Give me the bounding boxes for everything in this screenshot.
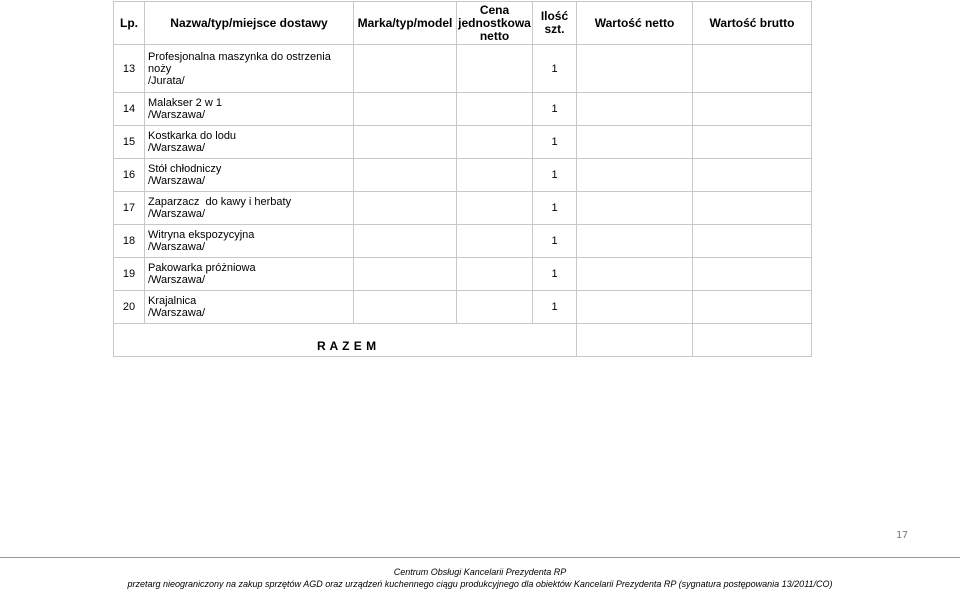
row-value-net (577, 291, 693, 324)
table-row (114, 93, 812, 126)
row-name (145, 192, 354, 225)
row-qty: 1 (533, 258, 577, 291)
row-name (145, 258, 354, 291)
footer-divider (0, 557, 960, 558)
table-row (114, 126, 812, 159)
row-qty: 1 (533, 159, 577, 192)
row-location: /Jurata/ (148, 74, 185, 87)
page-number: 17 (895, 530, 908, 541)
table-row (114, 45, 812, 93)
row-unit-price (457, 126, 533, 159)
row-lp: 15 (114, 126, 145, 159)
row-location: /Warszawa/ (148, 109, 206, 121)
row-value-net (577, 93, 693, 126)
row-value-net (577, 192, 693, 225)
header-value-gross: Wartość brutto (693, 2, 812, 45)
row-location: /Warszawa/ (148, 142, 206, 154)
row-unit-price (457, 225, 533, 258)
row-unit-price (457, 291, 533, 324)
table-row (114, 258, 812, 291)
row-location: /Warszawa/ (148, 208, 206, 220)
table-row (114, 159, 812, 192)
row-lp: 16 (114, 159, 145, 192)
row-value-net (577, 126, 693, 159)
row-qty: 1 (533, 93, 577, 126)
row-value-gross (693, 258, 812, 291)
row-value-gross (693, 93, 812, 126)
row-lp: 18 (114, 225, 145, 258)
sum-value-net (577, 324, 693, 357)
row-lp: 19 (114, 258, 145, 291)
row-qty: 1 (533, 225, 577, 258)
row-unit-price (457, 45, 533, 93)
row-name (145, 291, 354, 324)
row-value-gross (693, 159, 812, 192)
row-unit-price (457, 93, 533, 126)
row-name-text: Pakowarka próżniowa (148, 262, 256, 274)
table-row (114, 225, 812, 258)
row-value-gross (693, 225, 812, 258)
row-name (145, 225, 354, 258)
row-brand (354, 126, 457, 159)
header-unit-price: Cena jednostkowa netto (458, 2, 531, 43)
row-brand (354, 45, 457, 93)
header-brand: Marka/typ/model (354, 2, 457, 45)
row-value-gross (693, 291, 812, 324)
row-qty: 1 (533, 45, 577, 93)
row-value-net (577, 45, 693, 93)
row-unit-price (457, 258, 533, 291)
row-name-text: Zaparzacz do kawy i herbaty (148, 196, 292, 208)
row-brand (354, 291, 457, 324)
row-name-text: Stół chłodniczy (148, 163, 222, 175)
sum-label: R A Z E M (317, 339, 377, 353)
sum-row (114, 324, 812, 357)
row-name-text: Kostkarka do lodu (148, 130, 237, 142)
row-name (145, 159, 354, 192)
header-name: Nazwa/typ/miejsce dostawy (145, 2, 354, 45)
row-name (145, 93, 354, 126)
offer-table (113, 1, 812, 357)
row-lp: 14 (114, 93, 145, 126)
row-unit-price (457, 192, 533, 225)
row-name-text: Profesjonalna maszynka do ostrzenia noży (148, 50, 331, 75)
row-lp: 13 (114, 45, 145, 93)
row-brand (354, 225, 457, 258)
table-row (114, 192, 812, 225)
footer-tender-description: przetarg nieograniczony na zakup sprzętów AGD oraz urządzeń kuchennego ciągu produkcyjnego dla obiektów Kancelarii Prezydenta RP (sygnatura postępowania 13/2011/CO) (127, 579, 833, 589)
row-location: /Warszawa/ (148, 307, 206, 319)
row-brand (354, 93, 457, 126)
header-lp: Lp. (114, 2, 145, 45)
row-brand (354, 192, 457, 225)
row-name (145, 45, 354, 93)
row-brand (354, 258, 457, 291)
row-location: /Warszawa/ (148, 241, 206, 253)
row-qty: 1 (533, 291, 577, 324)
row-value-net (577, 225, 693, 258)
sum-value-gross (693, 324, 812, 357)
row-location: /Warszawa/ (148, 175, 206, 187)
footer-organization: Centrum Obsługi Kancelarii Prezydenta RP (393, 567, 567, 577)
row-lp: 17 (114, 192, 145, 225)
row-name-text: Witryna ekspozycyjna (148, 229, 255, 241)
row-location: /Warszawa/ (148, 274, 206, 286)
row-value-net (577, 159, 693, 192)
row-value-net (577, 258, 693, 291)
header-value-net: Wartość netto (577, 2, 693, 45)
row-name-text: Krajalnica (148, 295, 197, 307)
row-lp: 20 (114, 291, 145, 324)
row-value-gross (693, 45, 812, 93)
row-qty: 1 (533, 192, 577, 225)
table-header-row (114, 2, 812, 45)
row-value-gross (693, 192, 812, 225)
row-qty: 1 (533, 126, 577, 159)
row-name-text: Malakser 2 w 1 (148, 97, 222, 109)
row-name (145, 126, 354, 159)
row-value-gross (693, 126, 812, 159)
row-unit-price (457, 159, 533, 192)
header-qty: Ilość szt. (533, 2, 577, 45)
row-brand (354, 159, 457, 192)
table-row (114, 291, 812, 324)
